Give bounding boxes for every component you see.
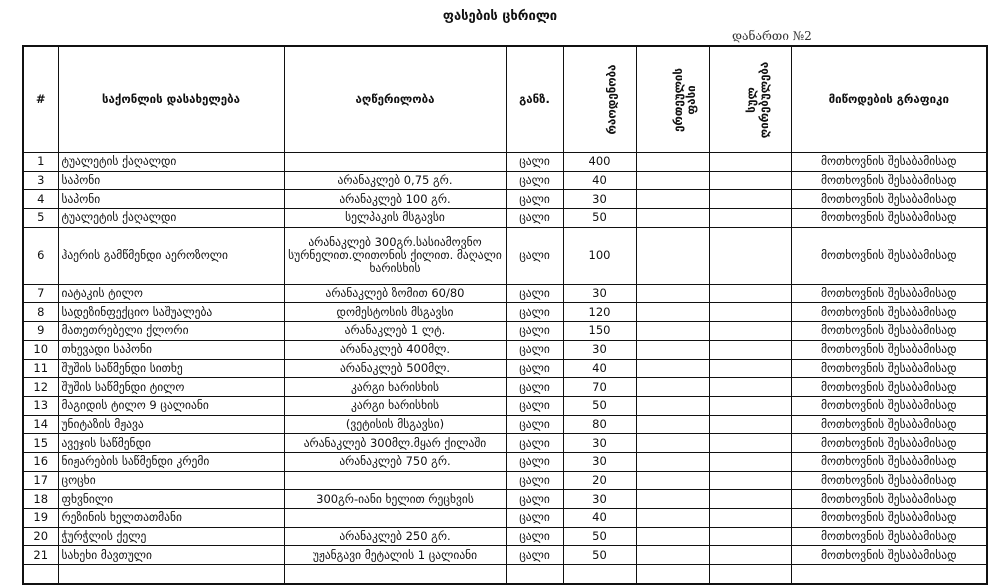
item-schedule: მოთხოვნის შესაბამისად <box>791 284 987 303</box>
table-row <box>23 452 987 471</box>
item-name: მაგიდის ტილო 9 ცალიანი <box>58 396 284 415</box>
item-unit: ცალი <box>506 303 563 322</box>
row-number: 9 <box>23 322 58 341</box>
item-name: იატაკის ტილო <box>58 284 284 303</box>
header-unit-price-label: ერთეულის ფასი <box>670 67 698 132</box>
table-row <box>23 378 987 397</box>
item-total <box>709 340 791 359</box>
item-unit: ცალი <box>506 190 563 209</box>
item-description: არანაკლებ ზომით 60/80 <box>284 284 506 303</box>
item-quantity: 80 <box>563 415 636 434</box>
row-number: 20 <box>23 527 58 546</box>
empty-cell <box>506 565 563 584</box>
item-description: დომესტოსის მსგავსი <box>284 303 506 322</box>
item-description: (ვეტისის მსგავსი) <box>284 415 506 434</box>
item-description: 300გრ-იანი ხელით რეცხვის <box>284 490 506 509</box>
item-description <box>284 153 506 172</box>
item-quantity: 30 <box>563 490 636 509</box>
item-total <box>709 415 791 434</box>
table-row <box>23 227 987 284</box>
item-name: სახეხი მავთული <box>58 546 284 565</box>
empty-cell <box>58 565 284 584</box>
item-description: არანაკლებ 500მლ. <box>284 359 506 378</box>
row-number: 4 <box>23 190 58 209</box>
table-row <box>23 284 987 303</box>
item-description <box>284 471 506 490</box>
item-total <box>709 284 791 303</box>
header-row <box>23 46 987 153</box>
item-description: კარგი ხარისხის <box>284 378 506 397</box>
item-unit: ცალი <box>506 227 563 284</box>
item-unit-price <box>636 396 709 415</box>
item-description: კარგი ხარისხის <box>284 396 506 415</box>
item-total <box>709 359 791 378</box>
item-unit: ცალი <box>506 396 563 415</box>
item-unit-price <box>636 227 709 284</box>
row-number: 16 <box>23 452 58 471</box>
item-name: შუშის საწმენდი სითხე <box>58 359 284 378</box>
table-row <box>23 340 987 359</box>
row-number: 21 <box>23 546 58 565</box>
item-total <box>709 322 791 341</box>
empty-cell <box>636 565 709 584</box>
item-quantity: 120 <box>563 303 636 322</box>
item-unit-price <box>636 209 709 228</box>
header-unit-price <box>636 46 709 153</box>
item-description <box>284 509 506 528</box>
item-total <box>709 509 791 528</box>
item-unit: ცალი <box>506 340 563 359</box>
item-unit: ცალი <box>506 171 563 190</box>
header-num: # <box>23 46 58 153</box>
item-schedule: მოთხოვნის შესაბამისად <box>791 452 987 471</box>
item-unit: ცალი <box>506 209 563 228</box>
item-unit-price <box>636 171 709 190</box>
item-description: არანაკლებ 100 გრ. <box>284 190 506 209</box>
item-description: არანაკლებ 400მლ. <box>284 340 506 359</box>
table-row <box>23 509 987 528</box>
item-unit: ცალი <box>506 471 563 490</box>
item-total <box>709 527 791 546</box>
table-row <box>23 303 987 322</box>
row-number: 17 <box>23 471 58 490</box>
item-total <box>709 452 791 471</box>
item-name: ავეჯის საწმენდი <box>58 434 284 453</box>
item-quantity: 70 <box>563 378 636 397</box>
header-name: საქონლის დასახელება <box>58 46 284 153</box>
empty-cell <box>709 565 791 584</box>
item-quantity: 30 <box>563 434 636 453</box>
item-total <box>709 471 791 490</box>
item-unit: ცალი <box>506 452 563 471</box>
table-row <box>23 171 987 190</box>
item-schedule: მოთხოვნის შესაბამისად <box>791 527 987 546</box>
item-unit: ცალი <box>506 527 563 546</box>
item-schedule: მოთხოვნის შესაბამისად <box>791 396 987 415</box>
item-unit: ცალი <box>506 434 563 453</box>
item-total <box>709 396 791 415</box>
item-unit-price <box>636 303 709 322</box>
item-quantity: 150 <box>563 322 636 341</box>
item-unit-price <box>636 340 709 359</box>
item-unit-price <box>636 359 709 378</box>
table-row <box>23 415 987 434</box>
item-name: ტუალეტის ქაღალდი <box>58 153 284 172</box>
annex-label: დანართი №2 <box>732 29 812 43</box>
item-schedule: მოთხოვნის შესაბამისად <box>791 378 987 397</box>
item-quantity: 30 <box>563 190 636 209</box>
item-unit: ცალი <box>506 490 563 509</box>
header-total-label: სულ ღირებულება <box>743 61 771 138</box>
item-schedule: მოთხოვნის შესაბამისად <box>791 340 987 359</box>
item-schedule: მოთხოვნის შესაბამისად <box>791 434 987 453</box>
item-name: ნიჟარების საწმენდი კრემი <box>58 452 284 471</box>
item-total <box>709 190 791 209</box>
empty-cell <box>791 565 987 584</box>
row-number: 3 <box>23 171 58 190</box>
row-number: 6 <box>23 227 58 284</box>
table-row <box>23 434 987 453</box>
item-quantity: 50 <box>563 209 636 228</box>
item-unit: ცალი <box>506 378 563 397</box>
item-name: საპონი <box>58 171 284 190</box>
item-unit-price <box>636 546 709 565</box>
item-description: არანაკლებ 300გრ.სასიამოვნო სურნელით.ლითონის ქილით. მაღალი ხარისხის <box>284 227 506 284</box>
item-unit-price <box>636 415 709 434</box>
item-schedule: მოთხოვნის შესაბამისად <box>791 227 987 284</box>
row-number: 19 <box>23 509 58 528</box>
item-name: შუშის საწმენდი ტილო <box>58 378 284 397</box>
item-description: უჟანგავი მეტალის 1 ცალიანი <box>284 546 506 565</box>
empty-cell <box>284 565 506 584</box>
item-unit: ცალი <box>506 509 563 528</box>
item-quantity: 30 <box>563 452 636 471</box>
item-unit-price <box>636 527 709 546</box>
item-unit-price <box>636 190 709 209</box>
row-number: 10 <box>23 340 58 359</box>
row-number: 18 <box>23 490 58 509</box>
item-description: სელპაკის მსგავსი <box>284 209 506 228</box>
item-unit-price <box>636 471 709 490</box>
item-total <box>709 171 791 190</box>
item-schedule: მოთხოვნის შესაბამისად <box>791 509 987 528</box>
table-row-empty <box>23 565 987 584</box>
row-number: 7 <box>23 284 58 303</box>
header-schedule: მიწოდების გრაფიკი <box>791 46 987 153</box>
item-name: რეზინის ხელთათმანი <box>58 509 284 528</box>
item-quantity: 20 <box>563 471 636 490</box>
row-number: 14 <box>23 415 58 434</box>
item-schedule: მოთხოვნის შესაბამისად <box>791 303 987 322</box>
item-schedule: მოთხოვნის შესაბამისად <box>791 471 987 490</box>
item-schedule: მოთხოვნის შესაბამისად <box>791 546 987 565</box>
row-number: 15 <box>23 434 58 453</box>
item-total <box>709 434 791 453</box>
table-row <box>23 322 987 341</box>
item-name: ფხვნილი <box>58 490 284 509</box>
item-schedule: მოთხოვნის შესაბამისად <box>791 415 987 434</box>
item-name: საპონი <box>58 190 284 209</box>
item-quantity: 30 <box>563 284 636 303</box>
item-schedule: მოთხოვნის შესაბამისად <box>791 322 987 341</box>
item-schedule: მოთხოვნის შესაბამისად <box>791 490 987 509</box>
item-description: არანაკლებ 1 ლტ. <box>284 322 506 341</box>
row-number: 12 <box>23 378 58 397</box>
item-schedule: მოთხოვნის შესაბამისად <box>791 190 987 209</box>
item-total <box>709 209 791 228</box>
item-quantity: 40 <box>563 171 636 190</box>
item-unit-price <box>636 378 709 397</box>
item-unit: ცალი <box>506 415 563 434</box>
item-quantity: 50 <box>563 396 636 415</box>
item-description: არანაკლებ 750 გრ. <box>284 452 506 471</box>
empty-cell <box>563 565 636 584</box>
item-name: ჭურჭლის ქელე <box>58 527 284 546</box>
table-row <box>23 190 987 209</box>
item-schedule: მოთხოვნის შესაბამისად <box>791 359 987 378</box>
item-name: ცოცხი <box>58 471 284 490</box>
row-number: 13 <box>23 396 58 415</box>
table-row <box>23 359 987 378</box>
header-quantity <box>563 46 636 153</box>
empty-cell <box>23 565 58 584</box>
item-description: არანაკლებ 0,75 გრ. <box>284 171 506 190</box>
item-unit-price <box>636 284 709 303</box>
table-row <box>23 527 987 546</box>
item-schedule: მოთხოვნის შესაბამისად <box>791 171 987 190</box>
document-title: ფასების ცხრილი <box>442 9 558 24</box>
item-unit-price <box>636 490 709 509</box>
header-description: აღწერილობა <box>284 46 506 153</box>
item-unit-price <box>636 322 709 341</box>
item-name: მათეთრებელი ქლორი <box>58 322 284 341</box>
item-unit-price <box>636 153 709 172</box>
item-name: ჰაერის გამწმენდი აეროზოლი <box>58 227 284 284</box>
item-name: ტუალეტის ქაღალდი <box>58 209 284 228</box>
item-unit: ცალი <box>506 322 563 341</box>
item-total <box>709 303 791 322</box>
item-unit-price <box>636 509 709 528</box>
item-total <box>709 227 791 284</box>
item-name: უნიტაზის მჟავა <box>58 415 284 434</box>
item-quantity: 30 <box>563 340 636 359</box>
item-quantity: 400 <box>563 153 636 172</box>
item-quantity: 40 <box>563 359 636 378</box>
row-number: 8 <box>23 303 58 322</box>
item-total <box>709 378 791 397</box>
table-row <box>23 490 987 509</box>
item-unit: ცალი <box>506 284 563 303</box>
table-row <box>23 396 987 415</box>
price-table <box>22 45 988 585</box>
item-name: სადეზინფექციო საშუალება <box>58 303 284 322</box>
item-unit-price <box>636 434 709 453</box>
item-total <box>709 546 791 565</box>
row-number: 1 <box>23 153 58 172</box>
item-total <box>709 490 791 509</box>
item-name: თხევადი საპონი <box>58 340 284 359</box>
item-unit-price <box>636 452 709 471</box>
header-total <box>709 46 791 153</box>
item-quantity: 100 <box>563 227 636 284</box>
table-row <box>23 209 987 228</box>
item-schedule: მოთხოვნის შესაბამისად <box>791 153 987 172</box>
header-unit: განზ. <box>506 46 563 153</box>
row-number: 5 <box>23 209 58 228</box>
item-unit: ცალი <box>506 359 563 378</box>
item-schedule: მოთხოვნის შესაბამისად <box>791 209 987 228</box>
table-row <box>23 546 987 565</box>
header-quantity-label: რაოდენობა <box>604 64 618 135</box>
table-row <box>23 153 987 172</box>
table-row <box>23 471 987 490</box>
item-quantity: 40 <box>563 509 636 528</box>
item-description: არანაკლებ 250 გრ. <box>284 527 506 546</box>
item-unit: ცალი <box>506 153 563 172</box>
row-number: 11 <box>23 359 58 378</box>
item-total <box>709 153 791 172</box>
item-description: არანაკლებ 300მლ.მყარ ქილაში <box>284 434 506 453</box>
item-quantity: 50 <box>563 527 636 546</box>
item-unit: ცალი <box>506 546 563 565</box>
item-quantity: 50 <box>563 546 636 565</box>
